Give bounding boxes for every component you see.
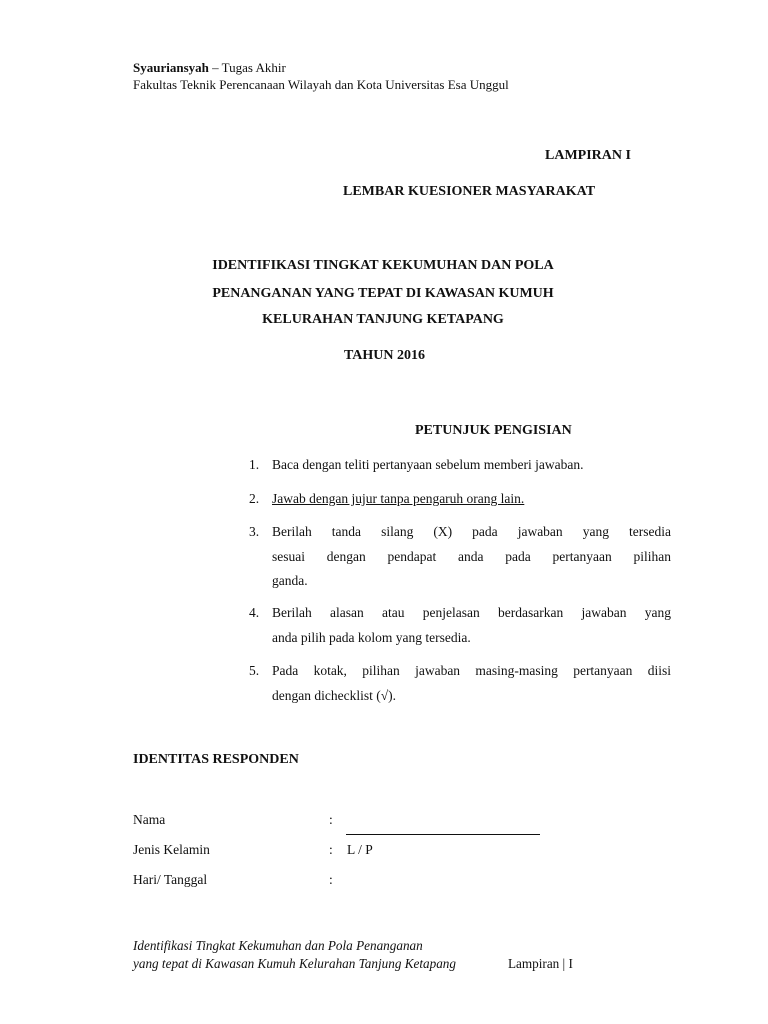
instruction-number: 4. (249, 605, 260, 620)
field-label-hari-tanggal: Hari/ Tanggal (133, 872, 208, 887)
field-colon: : (329, 842, 333, 857)
instruction-text: Baca dengan teliti pertanyaan sebelum memberi jawaban. (272, 457, 584, 472)
instruction-text-line: dengan dichecklist (√). (272, 687, 396, 703)
footer-title-line-2: yang tepat di Kawasan Kumuh Kelurahan Tanjung Ketapang (133, 956, 456, 971)
name-input-line[interactable] (346, 834, 540, 835)
research-title-line-1: IDENTIFIKASI TINGKAT KEKUMUHAN DAN POLA (212, 258, 554, 273)
research-year: TAHUN 2016 (344, 348, 426, 363)
instruction-item-1 (249, 453, 671, 478)
instruction-text-line: sesuai dengan pendapat anda pada pertanyaan pilihan (272, 548, 671, 564)
gender-options[interactable]: L / P (347, 842, 373, 857)
running-header-author-line (133, 60, 286, 76)
author-name: Syauriansyah (133, 60, 209, 75)
instruction-number: 2. (249, 491, 260, 506)
appendix-label: LAMPIRAN I (545, 148, 631, 163)
instruction-item-2 (249, 487, 671, 512)
document-type: Tugas Akhir (221, 60, 286, 75)
instruction-text-line: anda pilih pada kolom yang tersedia. (272, 629, 471, 645)
instructions-heading: PETUNJUK PENGISIAN (415, 423, 572, 438)
research-title-line-3: KELURAHAN TANJUNG KETAPANG (262, 312, 504, 327)
instruction-text-line: Berilah alasan atau penjelasan berdasarkan jawaban yang (272, 605, 671, 620)
field-label-nama: Nama (133, 812, 166, 827)
instruction-text-line: Pada kotak, pilihan jawaban masing-masing pertanyaan diisi (272, 663, 671, 678)
instruction-text: Jawab dengan jujur tanpa pengaruh orang lain. (272, 491, 525, 506)
field-colon: : (329, 872, 333, 887)
research-title-line-2: PENANGANAN YANG TEPAT DI KAWASAN KUMUH (212, 286, 554, 301)
footer-title-line-1: Identifikasi Tingkat Kekumuhan dan Pola Penanganan (133, 938, 423, 953)
respondent-heading: IDENTITAS RESPONDEN (133, 752, 299, 767)
instruction-item-5 (249, 659, 671, 708)
instruction-item-3 (249, 520, 671, 594)
sheet-title: LEMBAR KUESIONER MASYARAKAT (343, 184, 596, 199)
footer-page-label: Lampiran | I (508, 956, 573, 971)
faculty-line: Fakultas Teknik Perencanaan Wilayah dan Kota Universitas Esa Unggul (133, 77, 509, 92)
instruction-text-line: ganda. (272, 573, 308, 588)
instruction-text-line: Berilah tanda silang (X) pada jawaban yang tersedia (272, 524, 671, 539)
instruction-number: 5. (249, 663, 260, 678)
field-colon: : (329, 812, 333, 827)
header-separator: – (208, 60, 222, 75)
instruction-item-4 (249, 601, 671, 650)
field-label-jenis-kelamin: Jenis Kelamin (133, 842, 210, 857)
instruction-number: 1. (249, 457, 260, 472)
instruction-number: 3. (249, 524, 260, 539)
